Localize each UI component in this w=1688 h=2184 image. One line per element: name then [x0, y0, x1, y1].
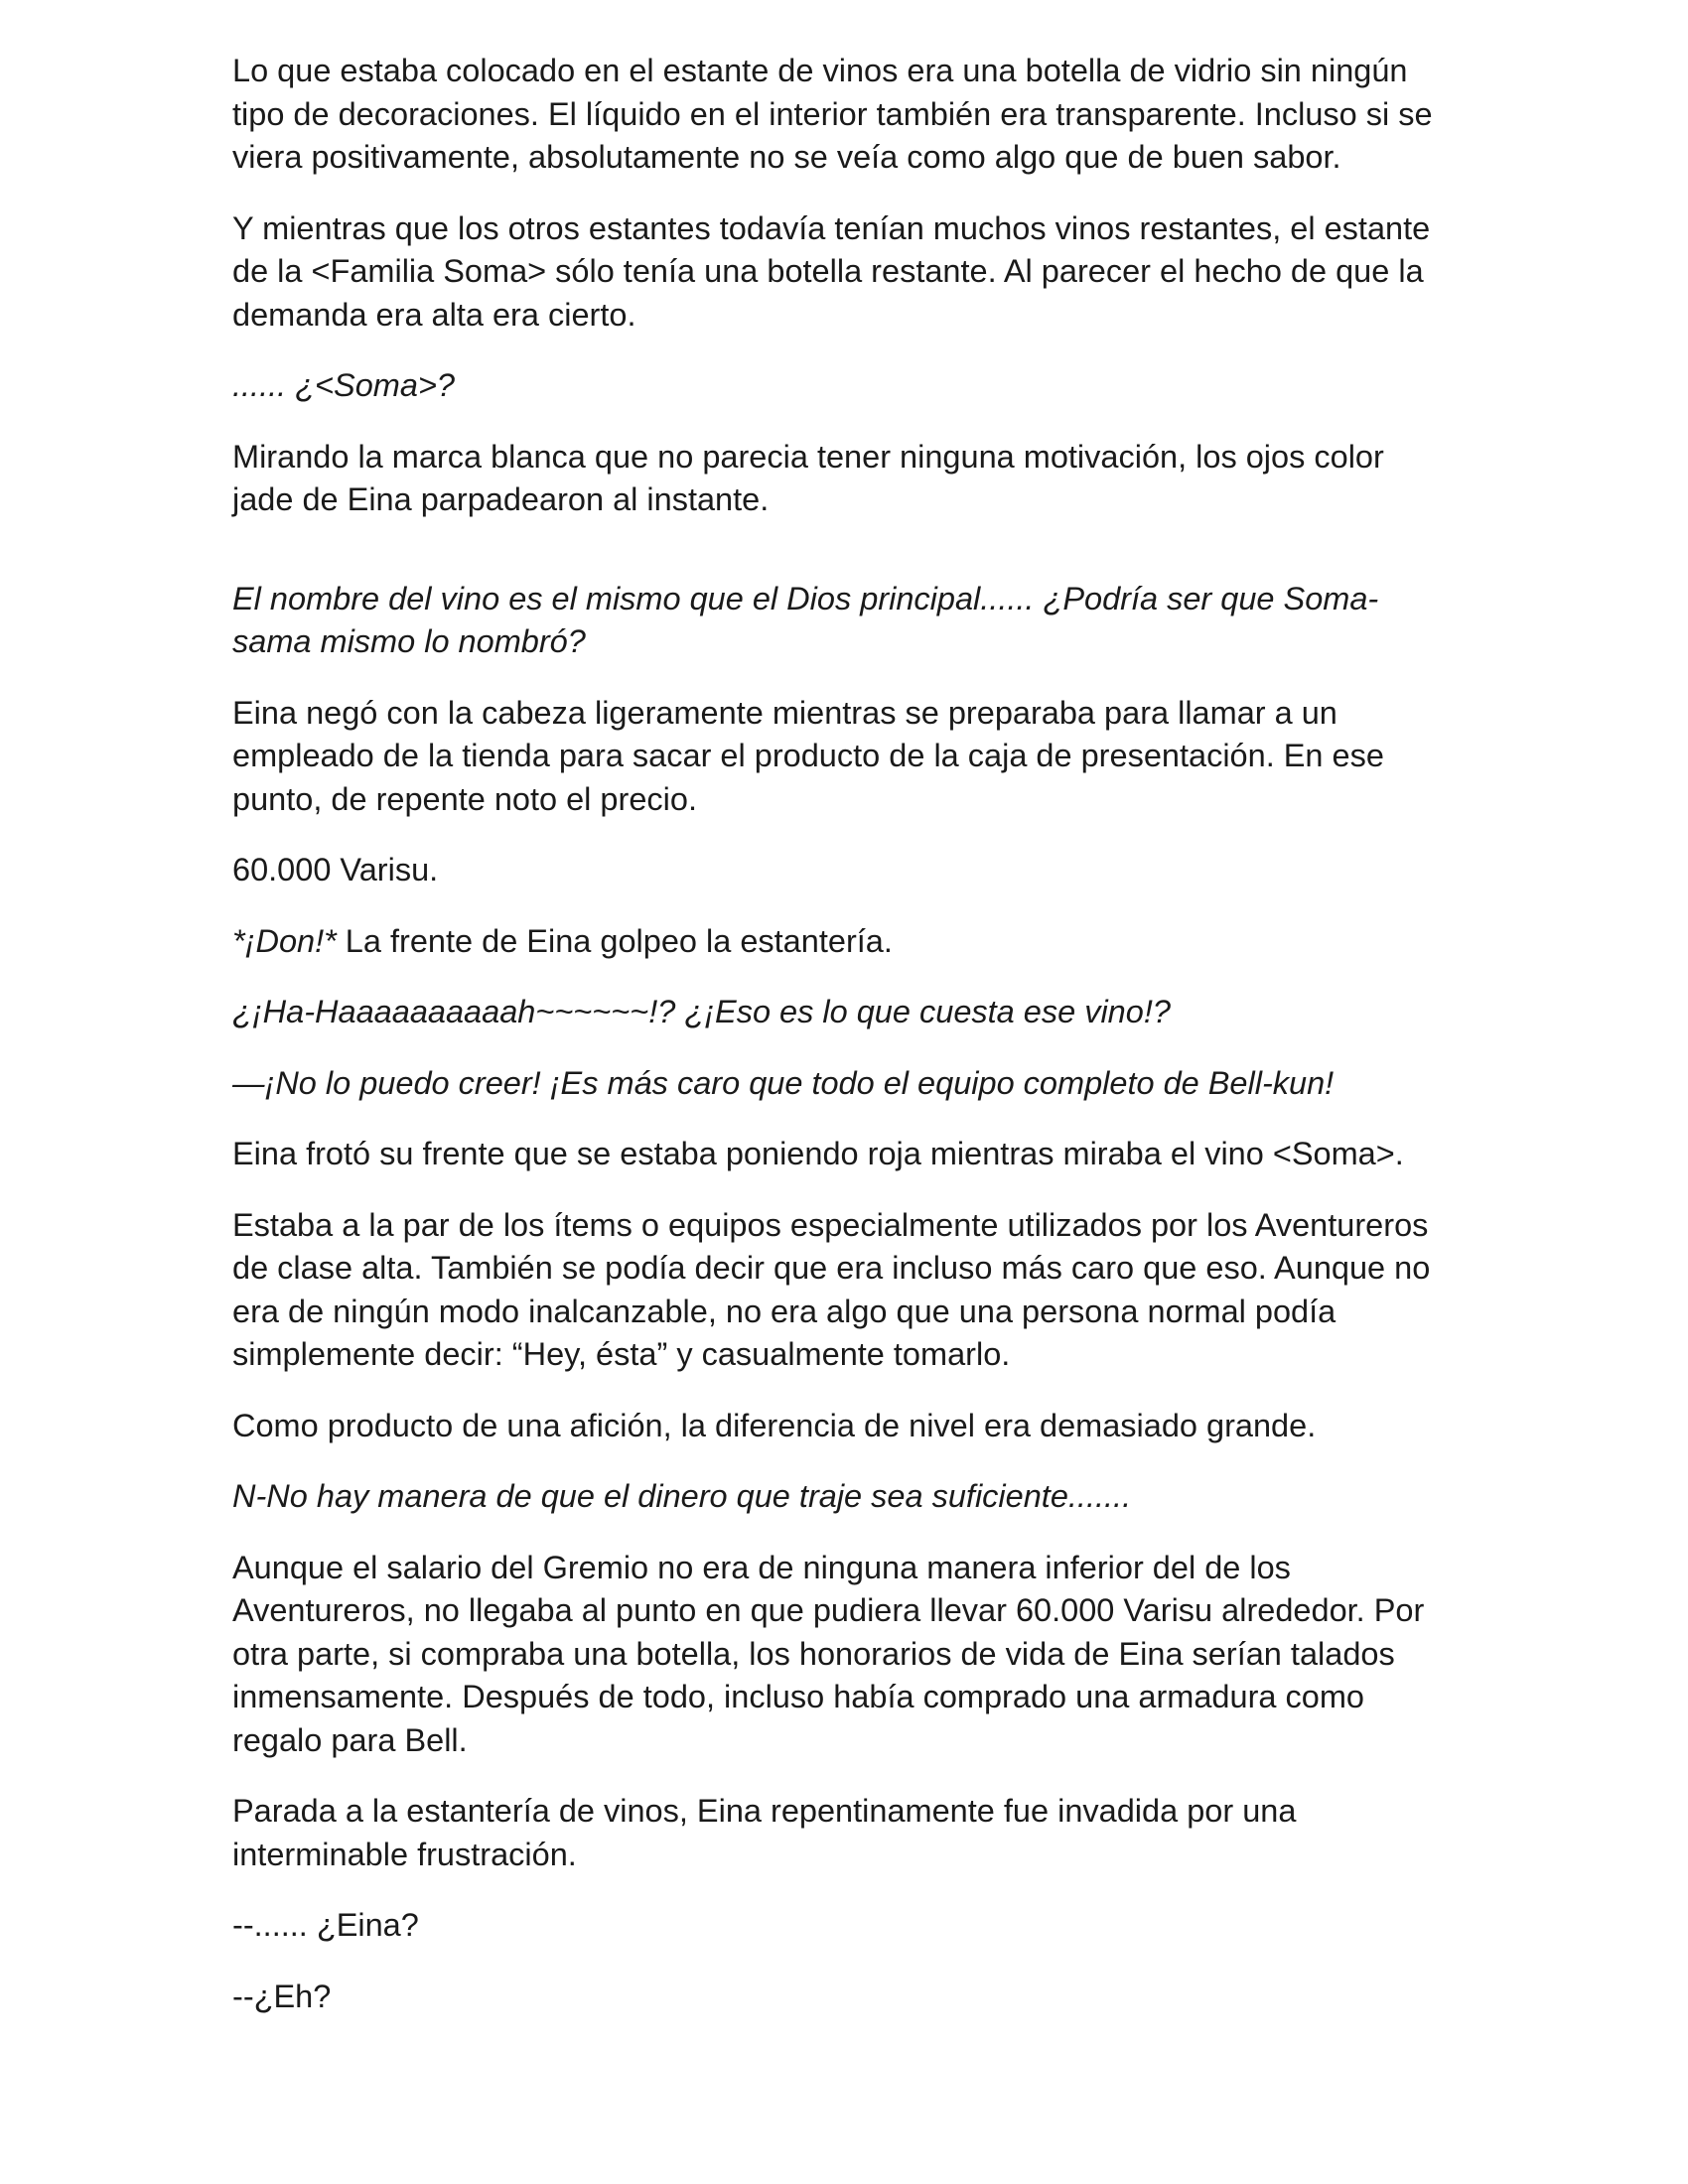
paragraph-13: Como producto de una afición, la diferencia de nivel era demasiado grande.	[232, 1407, 1317, 1443]
sound-effect: *¡Don!*	[232, 922, 337, 959]
paragraph-2: Y mientras que los otros estantes todavía tenían muchos vinos restantes, el estante de la <Familia Soma> sólo tenía una botella restante. Al parecer el hecho de que la demanda era alta era cierto.	[232, 209, 1431, 333]
paragraph-8	[232, 920, 1454, 964]
paragraph-8-text: La frente de Eina golpeo la estantería.	[336, 922, 893, 959]
paragraph-10-thought: —¡No lo puedo creer! ¡Es más caro que todo el equipo completo de Bell-kun!	[232, 1064, 1335, 1101]
paragraph-16: Parada a la estantería de vinos, Eina repentinamente fue invadida por una interminable frustración.	[232, 1793, 1297, 1872]
paragraph-3-soma-thought: ...... ¿<Soma>?	[232, 367, 455, 403]
paragraph-6: Eina negó con la cabeza ligeramente mientras se preparaba para llamar a un empleado de la tienda para sacar el producto de la caja de presentación. En ese punto, de repente noto el precio.	[232, 694, 1384, 817]
paragraph-5-thought: El nombre del vino es el mismo que el Dios principal...... ¿Podría ser que Soma-sama mismo lo nombró?	[232, 580, 1379, 659]
paragraph-4: Mirando la marca blanca que no parecia tener ninguna motivación, los ojos color jade de Eina parpadearon al instante.	[232, 438, 1384, 517]
paragraph-18-dialogue: --¿Eh?	[232, 1978, 332, 2014]
paragraph-14-thought: N-No hay manera de que el dinero que traje sea suficiente.......	[232, 1478, 1132, 1514]
paragraph-11: Eina frotó su frente que se estaba poniendo roja mientras miraba el vino <Soma>.	[232, 1136, 1404, 1171]
paragraph-15: Aunque el salario del Gremio no era de ninguna manera inferior del de los Aventureros, no llegaba al punto en que pudiera llevar 60.000 Varisu alrededor. Por otra parte, si compraba una botella, los honorarios de vida de Eina serían talados inmensamente. Después de todo, incluso había comprado una armadura como regalo para Bell.	[232, 1549, 1425, 1758]
paragraph-12: Estaba a la par de los ítems o equipos especialmente utilizados por los Aventureros de clase alta. También se podía decir que era incluso más caro que eso. Aunque no era de ningún modo inalcanzable, no era algo que una persona normal podía simplemente decir: “Hey, ésta” y casualmente tomarlo.	[232, 1206, 1431, 1372]
paragraph-1: Lo que estaba colocado en el estante de vinos era una botella de vidrio sin ningún tipo de decoraciones. El líquido en el interior también era transparente. Incluso si se viera positivamente, absolutamente no se veía como algo que de buen sabor.	[232, 53, 1433, 175]
paragraph-9-thought: ¿¡Ha-Haaaaaaaaaah~~~~~~!? ¿¡Eso es lo que cuesta ese vino!?	[232, 994, 1171, 1029]
paragraph-7-price: 60.000 Varisu.	[232, 852, 439, 887]
paragraph-17-dialogue: --...... ¿Eina?	[232, 1907, 419, 1943]
document-page	[232, 50, 1454, 2046]
